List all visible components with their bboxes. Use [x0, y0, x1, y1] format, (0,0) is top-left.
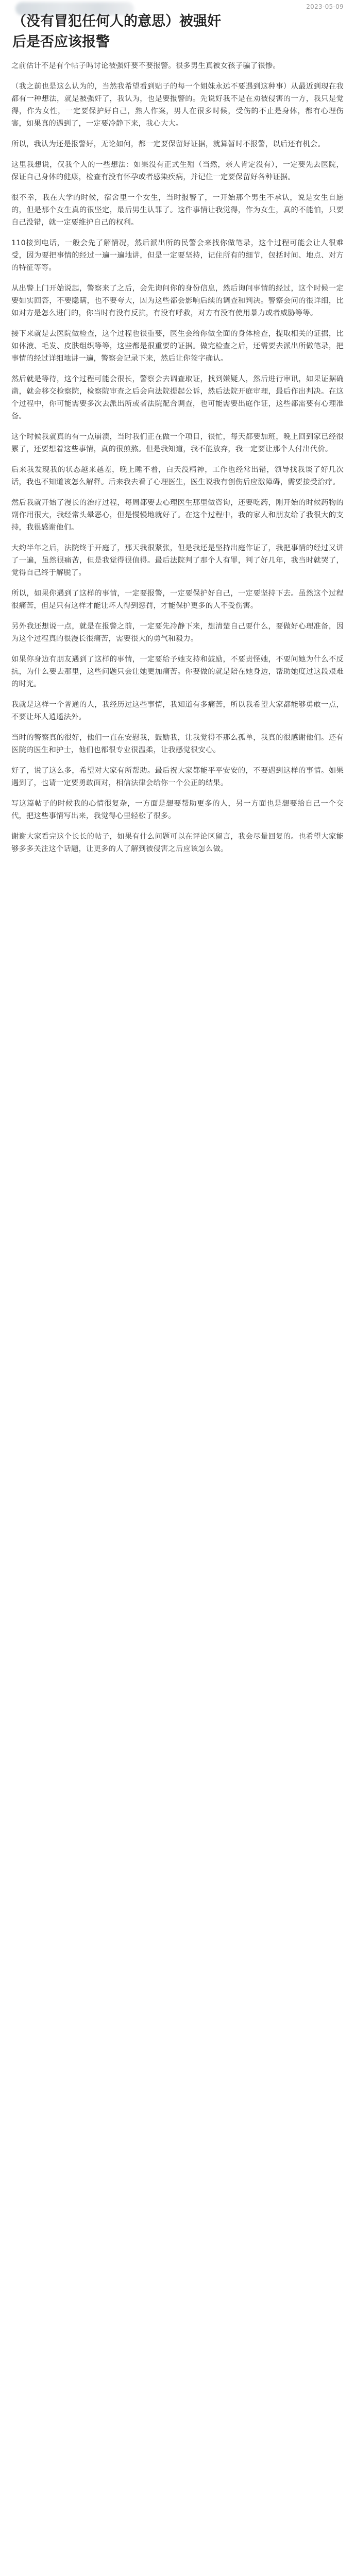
post-paragraph: 后来我发现我的状态越来越差，晚上睡不着，白天没精神，工作也经常出错，领导找我谈了好几次话，我也不知道该怎么解释。后来我去看了心理医生，医生说我有创伤后应激障碍，需要接受治疗。 — [11, 466, 344, 486]
post-paragraph: 110接到电话，一般会先了解情况，然后派出所的民警会来找你做笔录，这个过程可能会让人很难受，因为要把事情的经过一遍一遍地讲，但是一定要坚持，记住所有的细节，包括时间、地点、对方的特征等等。 — [11, 239, 344, 272]
post-paragraph: 另外我还想说一点，就是在报警之前，一定要先冷静下来，想清楚自己要什么，要做好心理准备，因为这个过程真的很漫长很痛苦，需要很大的勇气和毅力。 — [11, 622, 344, 643]
post-paragraph: 谢谢大家看完这个长长的帖子，如果有什么问题可以在评论区留言，我会尽量回复的。也希望大家能够多多关注这个话题，让更多的人了解到被侵害之后应该怎么做。 — [11, 833, 344, 853]
post-header — [0, 0, 355, 53]
post-paragraph: 好了，说了这么多，希望对大家有所帮助。最后祝大家都能平平安安的，不要遇到这样的事情。如果遇到了，也请一定要勇敢面对，相信法律会给你一个公正的结果。 — [11, 767, 344, 787]
post-paragraph: 之前估计不是有个帖子吗讨论被强奸要不要报警。很多男生真被女孩子骗了很惨。 — [11, 62, 280, 70]
post-paragraph: 我就是这样一个普通的人，我经历过这些事情，我知道有多痛苦，所以我希望大家都能够勇敢一点，不要让坏人逍遥法外。 — [11, 701, 344, 721]
post-time: 2023-05-09 — [306, 3, 344, 10]
post-title — [10, 11, 345, 53]
post-body — [0, 53, 355, 855]
post-paragraph: 然后就是等待，这个过程可能会很长，警察会去调查取证，找到嫌疑人，然后进行审讯，如果证据确凿，就会移交检察院，检察院审查之后会向法院提起公诉，然后法院开庭审理，最后作出判决。在这个过程中，你可能需要多次去派出所或者法院配合调查，也可能需要出庭作证，这些都需要有心理准备。 — [11, 375, 344, 420]
post-paragraph: 然后我就开始了漫长的治疗过程，每周都要去心理医生那里做咨询，还要吃药，刚开始的时候药物的副作用很大，我经常头晕恶心，但是慢慢地就好了。在这个过程中，我的家人和朋友给了我很大的支持，我很感谢他们。 — [11, 499, 344, 532]
post-title-line-2: 后是否应该报警 — [12, 34, 110, 50]
post-paragraph: 从出警上门开始说起，警察来了之后，会先询问你的身份信息，然后询问事情的经过，这个时候一定要如实回答，不要隐瞒，也不要夸大，因为这些都会影响后续的调查和判决。警察会问的很详细，比如对方是怎么进门的，你当时有没有反抗，有没有呼救，对方有没有使用暴力或者威胁等等。 — [11, 284, 344, 317]
post-title-line-1: （没有冒犯任何人的意思）被强奸 — [12, 13, 221, 29]
post-paragraph: 很不幸，我在大学的时候，宿舍里一个女生，当时报警了，一开始那个男生不承认，说是女生自愿的，但是那个女生真的很坚定，最后男生认罪了。这件事情让我觉得，作为女生，真的不能怕，只要自己没错，就一定要维护自己的权利。 — [11, 194, 344, 227]
post-paragraph: （我之前也是这么认为的，当然我希望看到贴子的每一个姐妹永远不要遇到这种事）从最近到现在我都有一种想法，就是被强奸了，我认为，也是要报警的。先说好我不是在劝被侵害的一方，我只是觉得，作为女性，一定要保护好自己，熟人作案，男人在很多时候，受伤的不止是身体，都有心理伤害，如果真的遇到了，一定要冷静下来，我心大大。 — [11, 82, 344, 128]
post-paragraph: 写这篇帖子的时候我的心情很复杂，一方面是想要帮助更多的人，另一方面也是想要给自己一个交代，把这些事情写出来，我觉得心里轻松了很多。 — [11, 800, 344, 820]
post-paragraph: 所以，如果你遇到了这样的事情，一定要报警，一定要保护好自己，一定要坚持下去。虽然这个过程很痛苦，但是只有这样才能让坏人得到惩罚，才能保护更多的人不受伤害。 — [11, 589, 344, 610]
post-paragraph: 接下来就是去医院做检查，这个过程也很重要，医生会给你做全面的身体检查，提取相关的证据，比如体液、毛发、皮肤组织等等，这些都是很重要的证据。做完检查之后，还需要去派出所做笔录，把事情的经过详细地讲一遍，警察会记录下来，然后让你签字确认。 — [11, 330, 344, 363]
post-paragraph: 大约半年之后，法院终于开庭了，那天我很紧张，但是我还是坚持出庭作证了，我把事情的经过又讲了一遍，虽然很痛苦，但是我觉得很值得。最后法院判了那个人有罪，判了好几年，我当时就哭了，觉得自己终于解脱了。 — [11, 544, 344, 577]
post-paragraph: 这个时候我就真的有一点崩溃，当时我们正在做一个项目，很忙，每天都要加班，晚上回到家已经很累了，还要想着这些事情，真的很煎熬。但是我知道，我不能放弃，我一定要让那个人付出代价。 — [11, 433, 344, 453]
post-paragraph: 当时的警察真的很好，他们一直在安慰我，鼓励我，让我觉得不那么孤单，我真的很感谢他们。还有医院的医生和护士，他们也都很专业很温柔，让我感觉很安心。 — [11, 734, 344, 754]
post-paragraph: 这里我想说，仅我个人的一些想法：如果没有正式生殖（当然，亲人肯定没有），一定要先去医院，保证自己身体的健康，检查有没有怀孕或者感染疾病，并记住一定要保留好各种证据。 — [11, 161, 344, 181]
post-paragraph: 如果你身边有朋友遇到了这样的事情，一定要给予她支持和鼓励，不要责怪她，不要问她为什么不反抗，为什么要去那里，这些问题只会让她更加痛苦。你要做的就是陪在她身边，帮助她度过这段艰难的时光。 — [11, 655, 344, 688]
post-paragraph: 所以，我认为还是报警好，无论如何，都一定要保留好证据，就算暂时不报警，以后还有机会。 — [11, 140, 325, 148]
